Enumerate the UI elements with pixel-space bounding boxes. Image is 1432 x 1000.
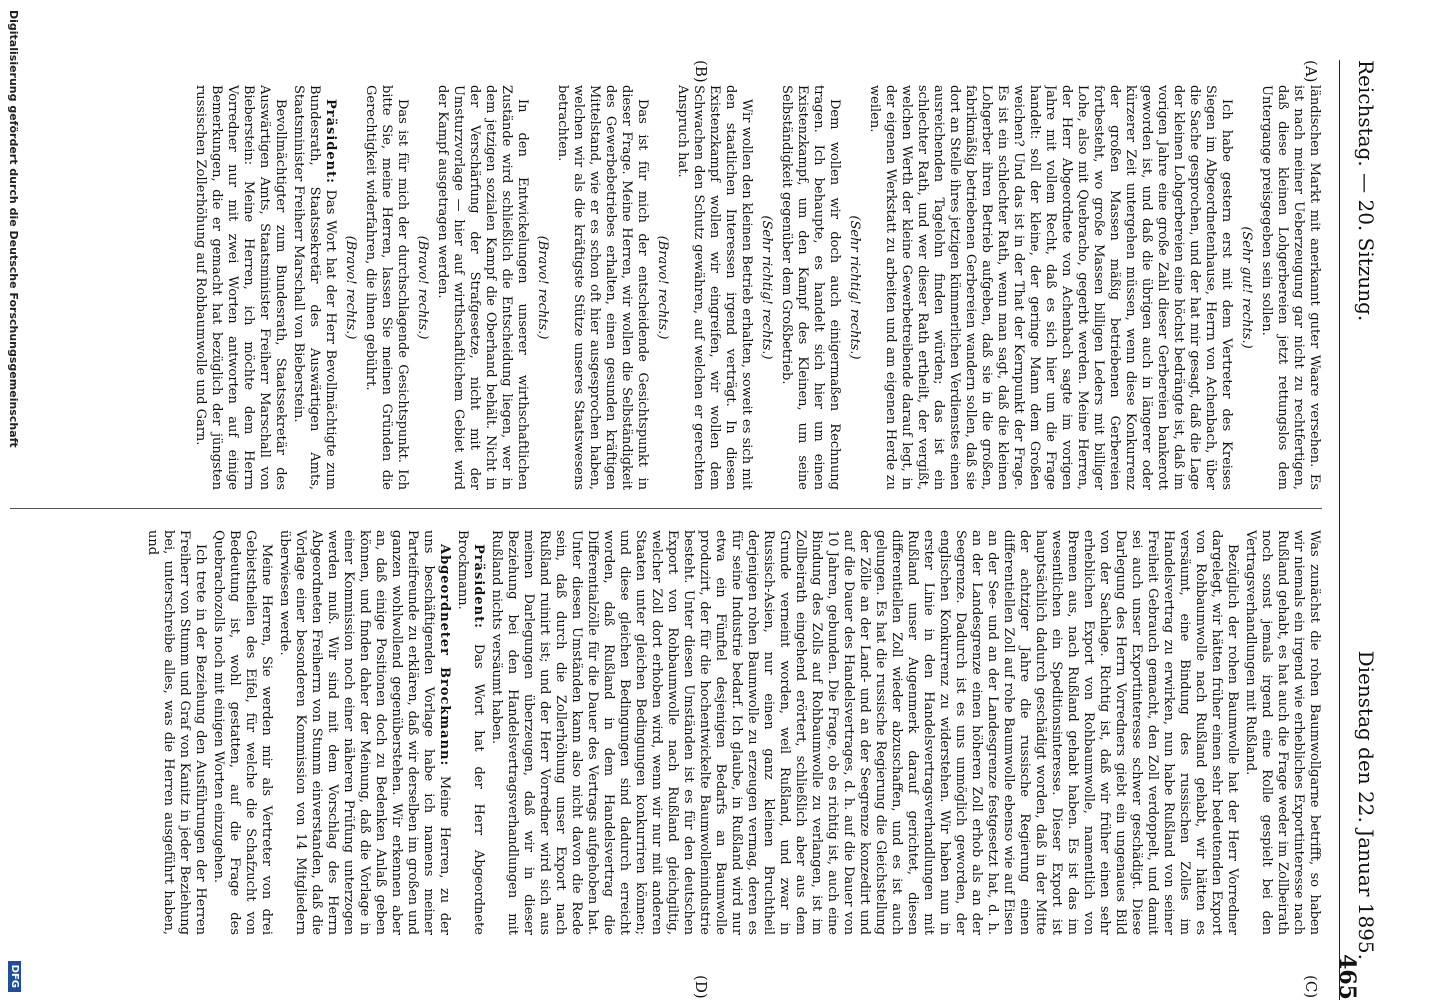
right-column <box>10 530 1322 935</box>
speech-text: Das Wort hat der Herr Abgeordnete Brockmann. <box>455 530 486 935</box>
dfg-badge: DFG <box>8 961 21 992</box>
speaker-name: Präsident: <box>471 544 486 629</box>
paragraph: Das ist für mich der durchschlagende Gesichtspunkt. Ich bitte Sie, meine Herren, lassen Sie meinen Gründen die Gerechtigkeit widerfahren, die ihnen gebührt. <box>363 85 410 490</box>
interjection: (Bravo! rechts.) <box>655 235 670 340</box>
interjection: (Bravo! rechts.) <box>415 235 430 340</box>
paragraph <box>454 530 486 935</box>
margin-mark-d: (D) <box>692 975 710 999</box>
column-divider <box>10 508 1322 509</box>
paragraph: Bezüglich der rohen Baumwolle hat der Herr Vorredner dargelegt, wir hätten früher einen sehr bedeutenden Export von Rohbaumwolle nach Rußland gehabt, wir hätten es versäumt, eine Bindung des russischen Zolles im Handelsvertrag zu erwirken, nun habe Rußland von seiner Freiheit Gebrauch gemacht, den Zoll verdoppelt, und damit sei auch unser Exportinteresse schwer geschädigt. Diese Darlegung des Herrn Vorredners giebt ein ungenaues Bild von der Sachlage. Richtig ist, daß wir früher einen sehr erheblichen Export von Rohbaumwolle, namentlich von Bremen aus, nach Rußland gehabt haben. Es ist das im wesentlichen ein Speditionsinteresse. Dieser Export ist hauptsächlich dadurch geschädigt worden, daß in der Mitte der achtziger Jahre die russische Regierung einen differentiellen Zoll auf rohe Baumwolle ebenso wie auf Eisen an der See- und an der Landesgrenze festgesetzt hat, d. h. an der Landesgrenze einen höheren Zoll erhob als an der Seegrenze. Dadurch ist es uns unmöglich geworden, der englischen Konkurrenz zu widerstehen. Wir haben nun in erster Linie in den Handelsvertragsverhandlungen mit Rußland unser Augenmerk darauf gerichtet, diesen differentiellen Zoll wieder abzuschaffen, und es ist auch gelungen. Es hat die russische Regierung die Gleichstellung der Zölle an der Land- und an der Seegrenze konzedirt und auf die Dauer des Handelsvertrages, d. h. auf die Dauer von 10 Jahren, gebunden. Die Frage, ob es richtig ist, auch eine Bindung des Zolls auf Rohbaumwolle zu verlangen, ist im Zollbeirath eingehend erörtert, schließlich aber aus dem Grunde verneint worden, weil Rußland, und zwar in Russisch-Asien, nur einen ganz kleinen Bruchtheil derjenigen rohen Baumwolle zu erzeugen vermag, deren es für seine Industrie bedarf. Ich glaube, in Rußland wird nur etwa ein Fünftel desjenigen Bedarfs an Baumwolle produzirt, der für die hochentwickelte Baumwollenindustrie besteht. Unter diesen Umständen ist es für den deutschen Export von Rohbaumwolle nach Rußland gleichgiltig, welcher Zoll dort erhoben wird, wenn wir nur mit anderen Staaten unter gleichen Bedingungen konkurriren können; und diese gleichen Bedingungen sind dadurch erreicht worden, daß Rußland in dem Handelsvertrag die Differentialzölle für die Dauer des Vertrags aufgehoben hat. Unter diesen Umständen kann also nicht davon die Rede sein, daß durch die Zollerhöhung unser Export nach Rußland ruinirt ist; und der Herr Vorredner wird sich aus meinen Darlegungen überzeugen, daß wir in dieser Beziehung bei den Handelsvertragsverhandlungen mit Rußland nichts versäumt haben. <box>489 530 1240 935</box>
paragraph: Bevollmächtigter zum Bundesrath, Staatssekretär des Auswärtigen Amts, Staatsminister Freiherr Marschall von Bieberstein: Meine Herren, ich möchte dem Herrn Vorredner nur mit zwei Worten antworten auf einige Bemerkungen, die er gemacht hat bezüglich der jüngsten russischen Zollerhöhung auf Rohbaumwolle und Garn. <box>193 85 288 490</box>
paragraph: Das ist für mich der entscheidende Gesichtspunkt in dieser Frage. Meine Herren, wir wollen die Selbständigkeit des Gewerbebetriebes erhalten, einen gesunden kräftigen Mittelstand, wie er es schon oft hier ausgesprochen haben, welchen wir als die kräftigste Stütze unseres Staatswesens betrachten. <box>555 85 650 490</box>
paragraph: Wir wollen den kleinen Betrieb erhalten, soweit es sich mit den staatlichen Interessen irgend verträgt. In diesen Existenzkampf wollen wir eingreifen, wir wollen dem Schwachen den Schutz gewähren, auf welchen er gerechten Anspruch hat. <box>675 85 754 490</box>
paragraph: Meine Herren, Sie werden mir als Vertreter von drei Gebietstheilen des Eifel, für welche die Schafzucht von Bedeutung ist, wohl gestatten, auf die Frage des Quebrachozolls noch mit einigen Worten einzugehen. <box>211 530 274 935</box>
paragraph <box>276 530 452 935</box>
margin-mark-b: (B) <box>692 60 710 83</box>
margin-mark-a: (A) <box>1302 60 1320 83</box>
interjection: (Sehr richtig! rechts.) <box>759 215 774 360</box>
footer <box>0 0 20 1000</box>
interjection: (Sehr gut! rechts.) <box>1239 226 1254 349</box>
paragraph: Ich trete in der Beziehung den Ausführungen der Herren Freiherr von Stumm und Graf von Kanitz in jeder Beziehung bei, unterschreibe alles, was die Herren ausgeführt haben, und <box>145 530 208 935</box>
page-header <box>1330 0 1400 1000</box>
margin-mark-c: (C) <box>1302 975 1320 999</box>
speaker-name: Präsident: <box>323 99 338 184</box>
paragraph <box>290 85 338 490</box>
paragraph: In den Entwickelungen unserer wirthschaftlichen Zustände wird schließlich die Entscheidung liegen, wer in dem jetzigen sozialen Kampf die Oberhand behält. Nicht in der Verschärfung der Strafgesetze, nicht mit der Umsturzvorlage — hier auf wirthschaftlichem Gebiet wird der Kampf ausgetragen werden. <box>435 85 530 490</box>
header-session: Reichstag. — 20. Sitzung. <box>1354 60 1378 322</box>
page-number: 465 <box>1334 954 1360 1000</box>
header-date: Dienstag den 22. Januar 1895. <box>1354 650 1378 960</box>
paragraph: Dem wollen wir doch auch einigermaßen Rechnung tragen. Ich behaupte, es handelt sich hier um einen Existenzkampf, um den Kampf des Kleinen, um seine Selbständigkeit gegenüber dem Großbetrieb. <box>779 85 842 490</box>
paragraph: Ich habe gestern erst mit dem Vertreter des Kreises Siegen im Abgeordnetenhause, Herrn von Achenbach, über die Sache gesprochen, und der hat mir gesagt, daß die Lage der kleinen Lohgerbereien eine höchst bedrängte ist, daß im vorigen Jahre eine große Zahl dieser Gerbereien bankerott geworden ist, und daß die übrigen auch in längerer oder kürzerer Zeit untergehen müssen, wenn diese Konkurrenz der großen Massen mäßig betriebenen Gerbereien fortbesteht, wo große Massen billigen Leders mit billiger Lohe, also mit Quebracho, gegerbt werden. Meine Herren, der Herr Abgeordnete von Achenbach sagte im vorigen Jahre mit vollem Recht, daß es sich hier um die Frage handelt: soll der kleine, der geringe Mann dem Großen weichen? Und das ist in der That der Kernpunkt der Frage. Es ist ein schlechter Rath, wenn man sagt, daß die kleinen Lohgerber ihren Betrieb aufgeben, daß sie in die großen, fabrikmäßig betriebenen Gerbereien wandern sollen, daß sie dort an Stelle ihres jetzigen kümmerlichen Verdienstes einen ausreichenden Tagelohn finden würden; das ist ein schlechter Rath, und wer dieser Rath ertheilt, der vergißt, welchen Werth der kleine Gewerbetreibende darauf legt, in der eigenen Werkstatt zu arbeiten und am eigenen Herde zu weilen. <box>867 85 1234 490</box>
interjection: (Bravo! rechts.) <box>343 235 358 340</box>
speech-text: Das Wort hat der Herr Bevollmächtigte zum Bundesrath, Staatssekretär des Auswärtigen Amts, Staatsminister Freiherr Marschall von Bieberstein. <box>291 85 338 490</box>
speech-text: Meine Herren, zu der uns beschäftigenden Vorlage habe ich namens meiner Parteifreunde zu erklären, daß wir derselben im großen und ganzen wohlwollend gegenüberstehen. Wir erkennen aber an, daß einige Positionen doch zu Bedenken Anlaß geben können, und finden daher der Meinung, daß die Vorlage in einer Kommission noch einer näheren Prüfung unterzogen werden muß. Wir sind mit dem Vorschlag des Herrn Abgeordneten Freiherrn von Stumm einverstanden, daß die Vorlage einer besonderen Kommission von 14 Mitgliedern überwiesen werde. <box>277 530 452 935</box>
digitization-note: Digitalisierung gefördert durch die Deutsche Forschungsgemeinschaft <box>7 10 20 448</box>
left-column <box>10 85 1322 490</box>
speaker-name: Abgeordneter Brockmann: <box>437 544 452 767</box>
paragraph: ländischen Markt mit anerkannt guter Waare versehen. Es ist nach meiner Ueberzeugung gar nicht zu rechtfertigen, daß diese kleinen Lohgerbereien jetzt rettungslos dem Untergange preisgegeben sein sollen. <box>1259 85 1322 490</box>
header-rule <box>1339 60 1340 1000</box>
interjection: (Bravo! rechts.) <box>535 235 550 340</box>
interjection: (Sehr richtig! rechts.) <box>847 215 862 360</box>
paragraph: Was zunächst die rohen Baumwollgarne betrifft, so haben wir niemals ein irgend wie erhebliches Exportinteresse nach Rußland gehabt, es hat auch die Frage weder im Zollbeirath noch sonst jemals irgend eine Rolle gespielt bei den Vertragsverhandlungen mit Rußland. <box>1243 530 1322 935</box>
